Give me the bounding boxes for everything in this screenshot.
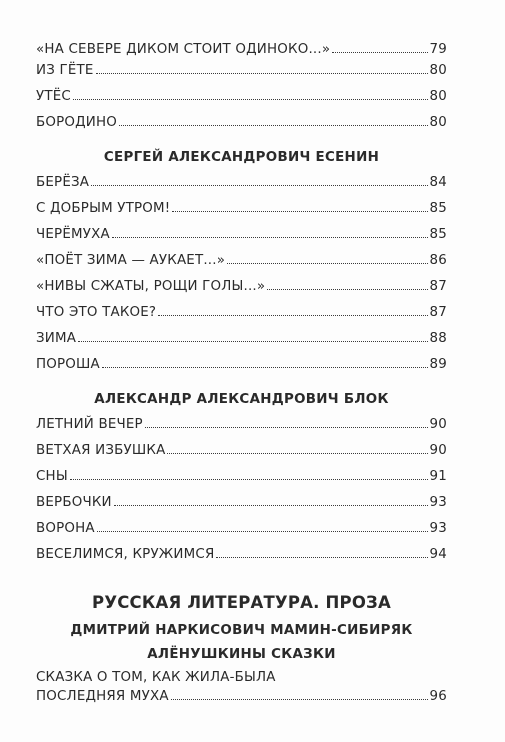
toc-entry-title: ИЗ ГЁТЕ: [36, 63, 94, 78]
toc-entry-title: ВЕРБОЧКИ: [36, 495, 112, 510]
toc-entry-title: ПОСЛЕДНЯЯ МУХА: [36, 689, 169, 704]
dot-leader: [171, 699, 428, 700]
dot-leader: [172, 211, 427, 212]
toc-entry: [36, 279, 447, 305]
toc-entry-page: 84: [429, 175, 447, 190]
toc-entry-page: 85: [429, 201, 447, 216]
toc-entry-title: ЗИМА: [36, 331, 77, 346]
toc-entry-title: «ПОЁТ ЗИМА — АУКАЕТ...»: [36, 253, 226, 268]
toc-entry: [36, 417, 447, 443]
toc-entry-page: 80: [429, 115, 447, 130]
toc-entry: [36, 495, 447, 521]
dot-leader: [158, 315, 427, 316]
toc-entry-page: 86: [429, 253, 447, 268]
toc-entry-title: УТЁС: [36, 89, 71, 104]
dot-leader: [78, 341, 427, 342]
toc-entry-title: БОРОДИНО: [36, 115, 118, 130]
toc-entry-page: 80: [429, 89, 447, 104]
dot-leader: [227, 263, 427, 264]
toc-entry: [36, 667, 447, 715]
toc-entry: [36, 547, 447, 573]
toc-entry-page: 89: [429, 357, 447, 372]
toc-entry: [36, 115, 447, 141]
toc-entry-title: ЛЕТНИЙ ВЕЧЕР: [36, 417, 143, 432]
dot-leader: [96, 73, 428, 74]
toc-entry-page: 88: [429, 331, 447, 346]
toc-entry: [36, 42, 447, 63]
toc-entry: [36, 443, 447, 469]
dot-leader: [70, 479, 428, 480]
toc-entry-title: ПОРОША: [36, 357, 100, 372]
toc-entry-title: ВЕСЕЛИМСЯ, КРУЖИМСЯ: [36, 547, 215, 562]
toc-entry: [36, 253, 447, 279]
dot-leader: [332, 52, 427, 53]
toc-group: [36, 42, 447, 141]
author-heading: СЕРГЕЙ АЛЕКСАНДРОВИЧ ЕСЕНИН: [103, 150, 380, 165]
dot-leader: [119, 125, 428, 126]
toc-entry: [36, 201, 447, 227]
toc-entry-page: 85: [429, 227, 447, 242]
toc-entry-title: БЕРЁЗА: [36, 175, 90, 190]
toc-entry-page: 79: [429, 42, 447, 57]
toc-entry-title: «НА СЕВЕРЕ ДИКОМ СТОИТ ОДИНОКО...»: [36, 42, 331, 57]
toc-entry-page: 94: [429, 547, 447, 562]
toc-entry-title: ВОРОНА: [36, 521, 95, 536]
author-heading: АЛЕКСАНДР АЛЕКСАНДРОВИЧ БЛОК: [94, 392, 389, 407]
dot-leader: [167, 453, 427, 454]
toc-entry-page: 87: [429, 279, 447, 294]
toc-entry-title: ЧЕРЁМУХА: [36, 227, 110, 242]
section-heading: РУССКАЯ ЛИТЕРАТУРА. ПРОЗА: [92, 593, 391, 612]
table-of-contents: [36, 42, 447, 715]
toc-entry-page: 90: [429, 417, 447, 432]
collection-heading: АЛЁНУШКИНЫ СКАЗКИ: [147, 647, 336, 662]
toc-entry: [36, 227, 447, 253]
dot-leader: [112, 237, 428, 238]
toc-group: [36, 141, 447, 383]
dot-leader: [216, 557, 427, 558]
toc-entry-title: С ДОБРЫМ УТРОМ!: [36, 201, 171, 216]
toc-entry-title: ВЕТХАЯ ИЗБУШКА: [36, 443, 166, 458]
toc-entry-page: 90: [429, 443, 447, 458]
toc-entry: [36, 357, 447, 383]
toc-entry: [36, 89, 447, 115]
toc-entry: [36, 521, 447, 547]
toc-entry-page: 91: [429, 469, 447, 484]
toc-entry-page: 93: [429, 495, 447, 510]
toc-entry: [36, 175, 447, 201]
toc-entry-title: ЧТО ЭТО ТАКОЕ?: [36, 305, 157, 320]
dot-leader: [102, 367, 428, 368]
toc-entry-title: СНЫ: [36, 469, 68, 484]
dot-leader: [91, 185, 427, 186]
dot-leader: [114, 505, 428, 506]
toc-entry: [36, 331, 447, 357]
toc-entry: [36, 469, 447, 495]
toc-entry-page: 80: [429, 63, 447, 78]
toc-entry: [36, 63, 447, 89]
author-heading: ДМИТРИЙ НАРКИСОВИЧ МАМИН-СИБИРЯК: [70, 623, 413, 638]
toc-entry-title: СКАЗКА О ТОМ, КАК ЖИЛА-БЫЛА: [36, 670, 276, 685]
toc-entry-page: 96: [429, 689, 447, 704]
toc-entry: [36, 305, 447, 331]
dot-leader: [145, 427, 428, 428]
toc-entry-title: «НИВЫ СЖАТЫ, РОЩИ ГОЛЫ...»: [36, 279, 266, 294]
toc-entry-page: 87: [429, 305, 447, 320]
dot-leader: [97, 531, 428, 532]
toc-entry-continuation: [36, 689, 447, 715]
dot-leader: [267, 289, 427, 290]
toc-entry-page: 93: [429, 521, 447, 536]
dot-leader: [73, 99, 428, 100]
toc-group: [36, 383, 447, 573]
